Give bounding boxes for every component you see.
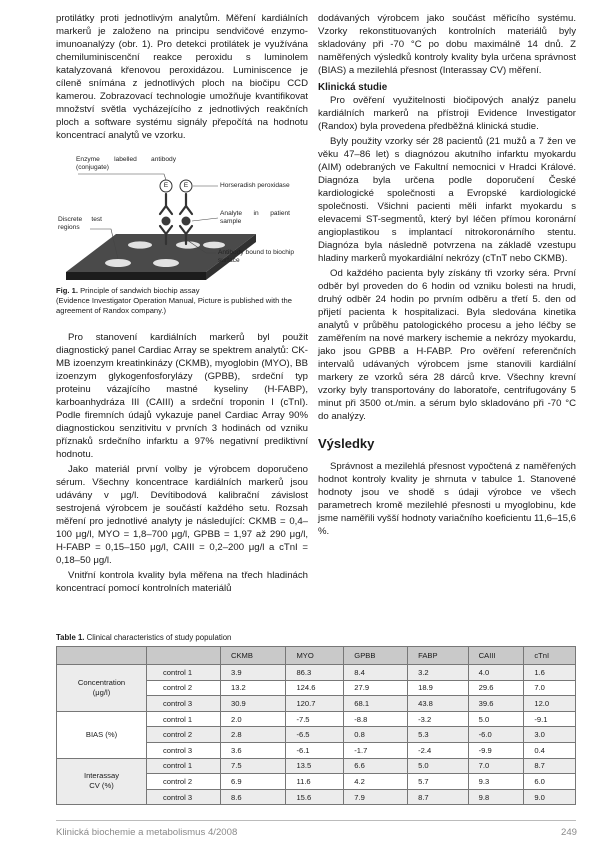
row-group-label: Concentration (μg/l) bbox=[57, 665, 147, 712]
column-header: CAIII bbox=[468, 647, 524, 665]
table-cell: 2.0 bbox=[221, 711, 286, 727]
table-header-row bbox=[57, 647, 576, 665]
header-empty bbox=[57, 647, 147, 665]
table-cell: 8.7 bbox=[408, 789, 469, 805]
table-title: Clinical characteristics of study population bbox=[86, 633, 232, 642]
table-cell: -9.1 bbox=[524, 711, 576, 727]
figure-biochip-assay bbox=[56, 154, 308, 282]
section-heading-results: Výsledky bbox=[318, 436, 375, 451]
table-cell: 86.3 bbox=[286, 665, 344, 681]
table-cell: 13.5 bbox=[286, 758, 344, 774]
table-cell: 5.0 bbox=[408, 758, 469, 774]
table-cell: 39.6 bbox=[468, 696, 524, 712]
data-table bbox=[56, 646, 576, 805]
table-caption bbox=[56, 633, 231, 642]
figure-note: (Evidence Investigator Operation Manual, Picture is published with the agreement of Randox company.) bbox=[56, 296, 292, 316]
right-column bbox=[318, 12, 576, 538]
table-cell: 120.7 bbox=[286, 696, 344, 712]
journal-name: Klinická biochemie a metabolismus 4/2008 bbox=[56, 827, 238, 838]
table-cell: 9.8 bbox=[468, 789, 524, 805]
table-cell: 3.2 bbox=[408, 665, 469, 681]
paragraph: protilátky proti jednotlivým analytům. Měření kardiálních markerů je založeno na principu sendvičové enzymo-imunoanalýzy (obr. 1). Pro detekci protilátek je využívána chemiluminiscenční reakce peroxidu s luminolem katalyzovaná křenovou peroxidázou. Luminiscence je cíleně snímána z jednotlivých ploch na biočipu CCD kamerou. Zobrazovací technologie umožňuje kvantifikovat množství světla vycházejícího z jednotlivých reakčních ploch a software systému signály přepočítá na hodnotu koncentrací analytů ve vzorku. bbox=[56, 13, 308, 141]
row-group-label: Interassay CV (%) bbox=[57, 758, 147, 805]
enzyme-letter: E bbox=[183, 182, 189, 189]
paragraph: Vnitřní kontrola kvality byla měřena na třech hladinách koncentrací pomocí kontrolních materiálů bbox=[56, 569, 308, 594]
table-cell: 8.4 bbox=[344, 665, 408, 681]
table-cell: -6.0 bbox=[468, 727, 524, 743]
table-cell: 9.3 bbox=[468, 774, 524, 790]
label-horseradish-peroxidase: Horseradish peroxidase bbox=[220, 182, 290, 189]
table-cell: 6.9 bbox=[221, 774, 286, 790]
table-cell: -8.8 bbox=[344, 711, 408, 727]
row-group-label: BIAS (%) bbox=[57, 711, 147, 758]
paragraph: Od každého pacienta byly získány tři vzorky séra. První odběr byl proveden do 6 hodin od vzniku bolesti na hrudi, druhý odběr 24 hodin po prvním odběru a třetí 5. den od přijetí pacienta k hospitalizaci. Byla sledována kinetika analytů v průběhu patologického procesu a jeho léčby se zaměřením na nové markery ischemie a nekrózy myokardu, jako jsou GPBB a H-FABP. Pro ověření referenčních intervalů udávaných výrobcem jsme stanovili kardiální markery ze vzorků séra 28 dárců krve. Všechny krevní vzorky byly transportovány do laboratoře, centrifugovány 5 minut při 3500 ot./min. a sérum bylo skladováno při -70 °C do analýzy. bbox=[318, 268, 576, 422]
table-cell: 43.8 bbox=[408, 696, 469, 712]
table-cell: 13.2 bbox=[221, 680, 286, 696]
table-cell: 8.7 bbox=[524, 758, 576, 774]
enzyme-letter: E bbox=[163, 182, 169, 189]
row-label: control 3 bbox=[147, 696, 221, 712]
row-label: control 1 bbox=[147, 758, 221, 774]
table-cell: 29.6 bbox=[468, 680, 524, 696]
table-cell: -1.7 bbox=[344, 742, 408, 758]
row-label: control 3 bbox=[147, 789, 221, 805]
table-cell: 1.6 bbox=[524, 665, 576, 681]
table-cell: 5.3 bbox=[408, 727, 469, 743]
table-cell: 7.0 bbox=[524, 680, 576, 696]
table-cell: 7.5 bbox=[221, 758, 286, 774]
figure-title: Principle of sandwich biochip assay bbox=[80, 286, 200, 295]
paragraph: Pro stanovení kardiálních markerů byl použit diagnostický panel Cardiac Array se spektrem analytů: CK-MB izoenzym kreatinkinázy (CKMB), myoglobin (MYO), BB izoenzym glykogenfosforylázy (GPBB), srdeční typ proteinu vázajícího mastné kyseliny (H-FABP), karboanhydráza III (CAIII) a srdeční troponin I (cTnI). Podle firemních údajů vykazuje panel Cardiac Array 90% diagnostickou senzitivitu v prvních 3 hodinách od vzniku příznaků srdečního infarktu a 97% negativní prediktivní hodnotu. bbox=[56, 331, 308, 460]
header-empty bbox=[147, 647, 221, 665]
column-header: MYO bbox=[286, 647, 344, 665]
paragraph: Jako materiál první volby je výrobcem doporučeno sérum. Všechny koncentrace kardiálních markerů jsou udávány v μg/l. Devítibodová kalibrační závislost sestrojená výrobcem je součástí každého setu. Rozsah měření pro jednotlivé analyty je následující: CKMB = 0,4–100 μg/l, MYO = 1,8–700 μg/l, GPBB = 1,97 až 290 μg/l, H-FABP = 0,15–150 μg/l, CAIII = 0,2–200 μg/l a cTnI = 0,18–50 μg/l. bbox=[56, 463, 308, 566]
table-cell: 7.0 bbox=[468, 758, 524, 774]
column-header: CKMB bbox=[221, 647, 286, 665]
table-row bbox=[57, 711, 576, 727]
paragraph: dodávaných výrobcem jako součást měřicího systému. Vzorky rekonstituovaných kontrolních materiálů byly skladovány při -70 °C po dobu maximálně 14 dnů. Z naměřených výsledků kontroly kvality byla určena správnost (BIAS) a mezilehlá přesnost (Interassay CV) měření. bbox=[318, 13, 576, 76]
table-cell: 18.9 bbox=[408, 680, 469, 696]
section-heading-clinical-study: Klinická studie bbox=[318, 82, 388, 93]
row-label: control 2 bbox=[147, 774, 221, 790]
table-cell: 124.6 bbox=[286, 680, 344, 696]
figure-number: Fig. 1. bbox=[56, 286, 78, 295]
table-cell: 0.8 bbox=[344, 727, 408, 743]
row-label: control 1 bbox=[147, 711, 221, 727]
table-cell: 3.6 bbox=[221, 742, 286, 758]
table-cell: 68.1 bbox=[344, 696, 408, 712]
paragraph: Správnost a mezilehlá přesnost vypočtená z naměřených hodnot kontroly kvality je shrnuta v tabulce 1. Stanovené hodnoty jsou ve shodě s údaji výrobce ve všech parametrech kromě mezilehlé přesnosti u myoglobinu, kde jsme naměřili vyšší hodnoty variačního koeficientu 11,6–15,6 %. bbox=[318, 461, 576, 537]
table-cell: 15.6 bbox=[286, 789, 344, 805]
column-header: FABP bbox=[408, 647, 469, 665]
left-column bbox=[56, 12, 308, 595]
table-cell: 0.4 bbox=[524, 742, 576, 758]
row-label: control 3 bbox=[147, 742, 221, 758]
table-cell: 5.0 bbox=[468, 711, 524, 727]
figure-caption bbox=[56, 286, 308, 317]
label-enzyme-antibody: Enzyme labelled antibody (conjugate) bbox=[76, 156, 176, 171]
table-cell: 6.6 bbox=[344, 758, 408, 774]
table-cell: 30.9 bbox=[221, 696, 286, 712]
table-cell: -9.9 bbox=[468, 742, 524, 758]
footer-divider bbox=[56, 820, 576, 821]
table-cell: 3.9 bbox=[221, 665, 286, 681]
paragraph: Byly použity vzorky sér 28 pacientů (21 mužů a 7 žen ve věku 47–86 let) s diagnózou akutního infarktu myokardu (AIM) odebraných ve Fakultní nemocnici v Hradci Králové. Diagnóza byla určena podle doporučení České kardiologické společnosti a Evropské kardiologické společnosti. Všichni pacienti měli infarkt myokardu s elevacemi ST-segmentů, který byl léčen přímou koronární angioplastikou s implantací nitrokoronárního stentu. Diagnóza byla následně potvrzena na základě vzestupu hladiny markerů myokardiální nekrózy (cTnT nebo CKMB). bbox=[318, 136, 576, 264]
table-row bbox=[57, 665, 576, 681]
table-cell: 9.0 bbox=[524, 789, 576, 805]
paragraph: Pro ověření využitelnosti biočipových analýz panelu kardiálních markerů na přístroji Evidence Investigator (Randox) byla provedena předběžná klinická studie. bbox=[318, 95, 576, 132]
page-number: 249 bbox=[560, 827, 577, 838]
row-label: control 1 bbox=[147, 665, 221, 681]
table-cell: 11.6 bbox=[286, 774, 344, 790]
table-row bbox=[57, 758, 576, 774]
label-test-regions: Discrete test regions bbox=[58, 216, 102, 231]
table-cell: 5.7 bbox=[408, 774, 469, 790]
column-header: GPBB bbox=[344, 647, 408, 665]
table-cell: 8.6 bbox=[221, 789, 286, 805]
label-analyte: Analyte in patient sample bbox=[220, 210, 290, 225]
table-cell: -2.4 bbox=[408, 742, 469, 758]
table-cell: 6.0 bbox=[524, 774, 576, 790]
table-cell: 27.9 bbox=[344, 680, 408, 696]
table-cell: -6.1 bbox=[286, 742, 344, 758]
row-label: control 2 bbox=[147, 680, 221, 696]
table-cell: -3.2 bbox=[408, 711, 469, 727]
table-cell: 2.8 bbox=[221, 727, 286, 743]
table-cell: 12.0 bbox=[524, 696, 576, 712]
table-cell: 3.0 bbox=[524, 727, 576, 743]
column-header: cTnI bbox=[524, 647, 576, 665]
table-cell: 7.9 bbox=[344, 789, 408, 805]
table-cell: -7.5 bbox=[286, 711, 344, 727]
table-number: Table 1. bbox=[56, 633, 85, 642]
table-cell: -6.5 bbox=[286, 727, 344, 743]
label-antibody-bound: Antibody bound to biochip surface bbox=[218, 249, 294, 264]
table-cell: 4.0 bbox=[468, 665, 524, 681]
row-label: control 2 bbox=[147, 727, 221, 743]
table-cell: 4.2 bbox=[344, 774, 408, 790]
